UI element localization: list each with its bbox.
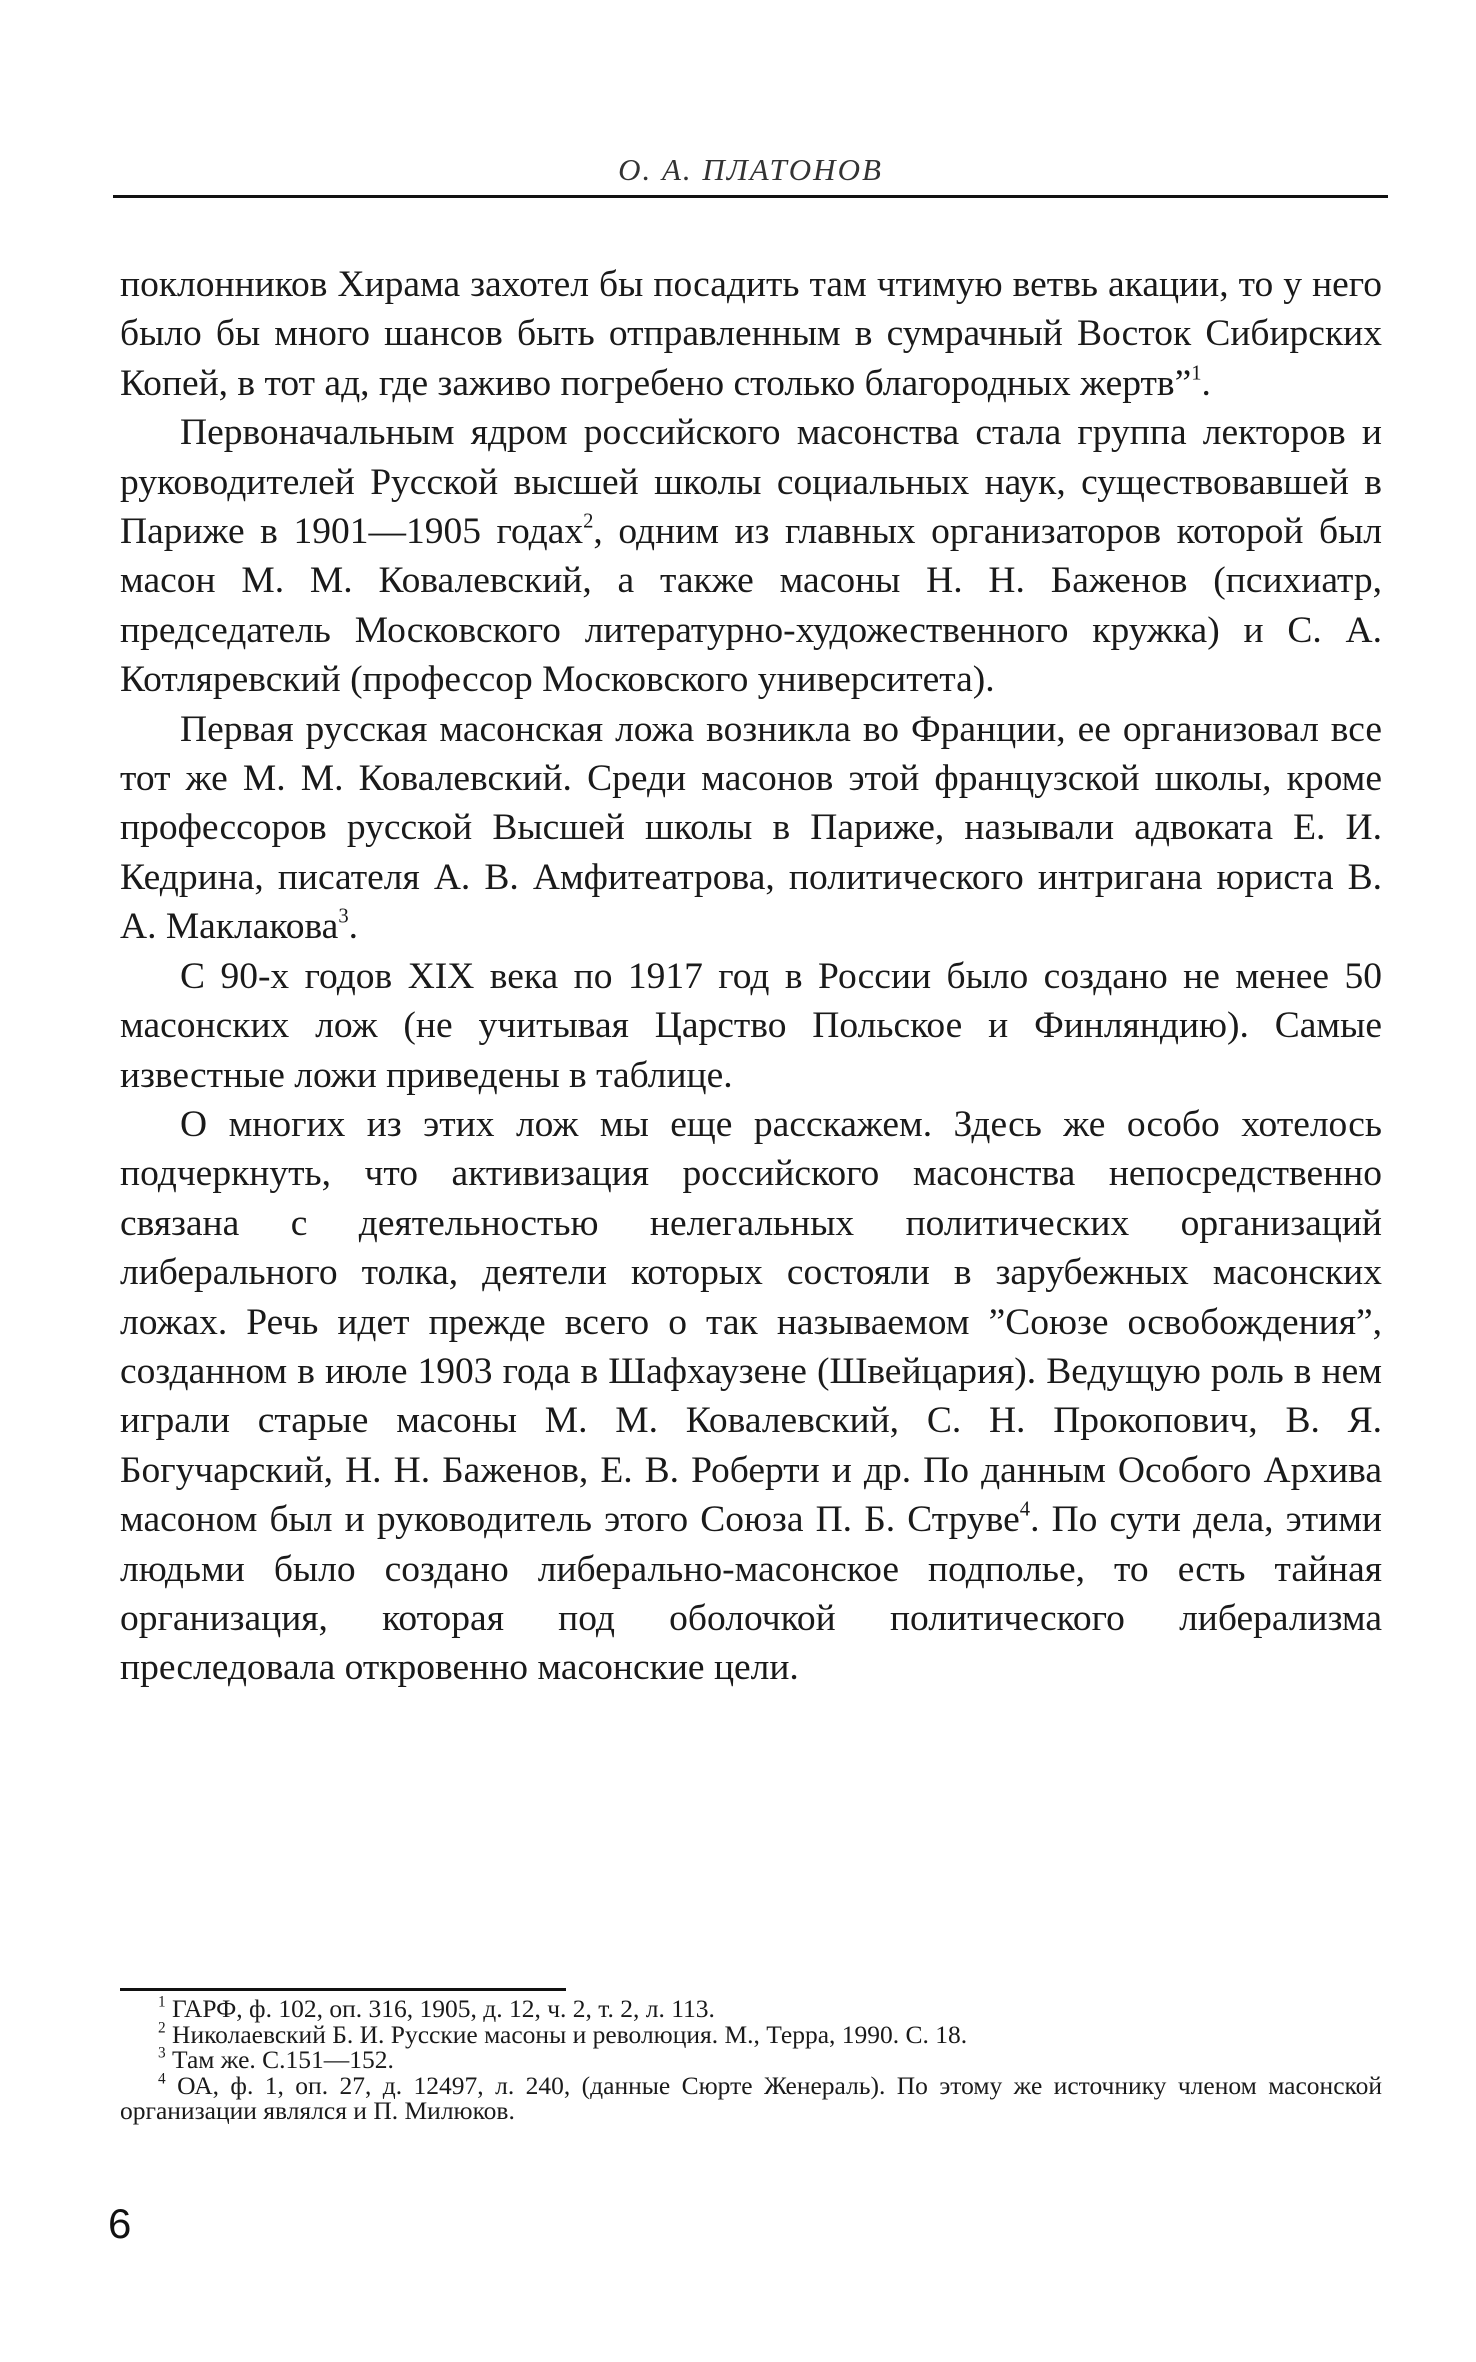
paragraph-text: Первая русская масонская ложа возникла во Франции, ее организовал все тот же М. М. Ковалевский. Среди масонов этой французской школы, кроме профессоров русской Высшей школы в Париже, называли адвоката Е. И. Кедрина, писателя А. В. Амфитеатрова, политического интригана юриста В. А. Маклакова xyxy=(120,708,1382,948)
header-rule xyxy=(113,195,1388,198)
paragraph-text-tail: . xyxy=(348,906,359,948)
footnote-4 xyxy=(120,2069,1382,2125)
page-number: 6 xyxy=(108,2200,132,2247)
footnote-text: Там же. С.151—152. xyxy=(172,2045,394,2074)
footnote-ref-2[interactable]: 2 xyxy=(583,510,594,533)
footnote-rule xyxy=(120,1988,566,1991)
running-header: О. А. ПЛАТОНОВ xyxy=(618,152,883,187)
footnote-number: 4 xyxy=(158,2069,166,2087)
paragraph-text: О многих из этих лож мы еще расскажем. Здесь же особо хотелось подчеркнуть, что активизация российского масонства непосредственно связана с деятельностью нелегальных политических организаций либерального толка, деятели которых состояли в зарубежных масонских ложах. Речь идет прежде всего о так называемом ”Союзе освобождения”, созданном в июле 1903 года в Шафхаузене (Швейцария). Ведущую роль в нем играли старые масоны М. М. Ковалевский, С. Н. Прокопович, В. Я. Богучарский, Н. Н. Баженов, Е. В. Роберти и др. По данным Особого Архива масоном был и руководитель этого Союза П. Б. Струве xyxy=(120,1103,1382,1541)
body-text xyxy=(120,260,1382,1693)
footnote-number: 3 xyxy=(158,2044,166,2062)
paragraph-text-tail: , одним из главных организаторов которой был масон М. М. Ковалевский, а также масоны Н. Н. Баженов (психиатр, председатель Московского литературно-художественного кружка) и С. А. Котляревский (профессор Московского университета). xyxy=(120,511,1382,701)
paragraph-2 xyxy=(120,408,1382,704)
footnote-ref-4[interactable]: 4 xyxy=(1019,1498,1031,1521)
footnote-1 xyxy=(120,1993,1382,2023)
paragraph-4 xyxy=(120,952,1382,1100)
footnote-ref-1[interactable]: 1 xyxy=(1191,362,1202,385)
footnote-text: Николаевский Б. И. Русские масоны и революция. М., Терра, 1990. С. 18. xyxy=(172,2019,968,2049)
footnote-2 xyxy=(120,2018,1382,2049)
paragraph-text: поклонников Хирама захотел бы посадить там чтимую ветвь акации, то у него было бы много шансов быть отправленным в сумрачный Восток Сибирских Копей, в тот ад, где заживо погребено столько благородных жертв” xyxy=(120,264,1382,404)
paragraph-text: Первоначальным ядром российского масонства стала группа лекторов и руководителей Русской высшей школы социальных наук, существовавшей в Париже в 1901—1905 годах xyxy=(120,412,1382,553)
footnotes xyxy=(120,1993,1382,2125)
paragraph-text-tail: . По сути дела, этими людьми было создано либерально-масонское подполье, то есть тайная организация, которая под оболочкой политического либерализма преследовала откровенно масонские цели. xyxy=(120,1499,1382,1689)
footnote-number: 2 xyxy=(158,2018,166,2036)
footnote-ref-3[interactable]: 3 xyxy=(338,905,349,928)
paragraph-3 xyxy=(120,705,1382,952)
footnote-3 xyxy=(120,2044,1382,2074)
paragraph-1 xyxy=(120,260,1382,408)
footnote-text: ГАРФ, ф. 102, оп. 316, 1905, д. 12, ч. 2, т. 2, л. 113. xyxy=(172,1994,715,2023)
paragraph-text: С 90-х годов XIX века по 1917 год в России было создано не менее 50 масонских лож (не учитывая Царство Польское и Финляндию). Самые известные ложи приведены в таблице. xyxy=(120,955,1382,1096)
footnote-number: 1 xyxy=(158,1993,166,2011)
footnote-text: ОА, ф. 1, оп. 27, д. 12497, л. 240, (данные Сюрте Женераль). По этому же источнику членом масонской организации являлся и П. Милюков. xyxy=(120,2070,1382,2125)
paragraph-5 xyxy=(120,1100,1382,1693)
paragraph-text-tail: . xyxy=(1201,362,1211,404)
